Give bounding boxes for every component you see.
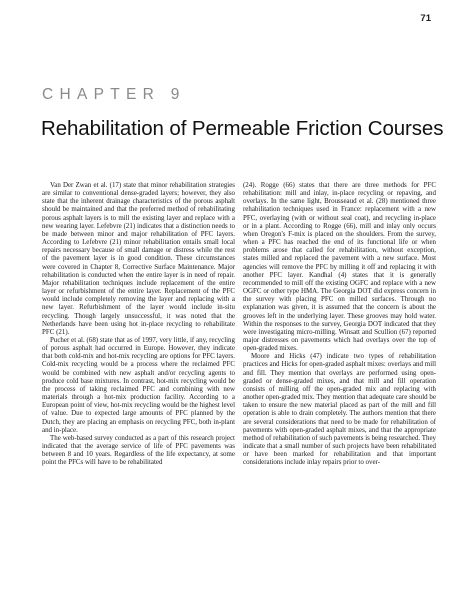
paragraph: (24). Rogge (66) states that there are three methods for PFC rehabilitation: mill and inlay, in-place recycling or repaving, and overlays. In the same light, Brousseaud et al. (28) mentioned three rehabilitation techniques used in France: replacement with a new PFC, overlaying (with or without seal coat), and recycling in-place or in a plant. According to Rogge (66), mill and inlay only occurs when Oregon's F-mix is placed on the shoulders. From the survey, when a PFC has reached the end of its functional life or when problems arose that called for rehabilitation, without exception, states milled and replaced the pavement with a new surface. Most agencies will remove the PFC by milling it off and replacing it with another PFC layer. Kandhal (4) states that it is generally recommended to mill off the existing OGFC and replace with a new OGFC or other type HMA. The Georgia DOT did express concern in the survey with placing PFC on milled surfaces. Through no explanation was given, it is assumed that the concern is about the grooves left in the underlying layer. These grooves may hold water. Within the responses to the survey, Georgia DOT indicated that they were investigating micro-milling. Winsatt and Scullion (67) reported major distresses on pavements which had overlays over the top of open-graded mixes. (243, 181, 436, 353)
left-column (42, 181, 235, 593)
right-column (243, 181, 436, 593)
chapter-label: CHAPTER 9 (42, 86, 186, 103)
chapter-title: Rehabilitation of Permeable Friction Courses (41, 117, 444, 140)
page-number: 71 (420, 13, 431, 24)
paragraph: Pucher et al. (68) state that as of 1997, very little, if any, recycling of porous asphalt had occurred in Europe. However, they indicate that both cold-mix and hot-mix recycling are options for PFC layers. Cold-mix recycling would be a process where the reclaimed PFC would be combined with new asphalt and/or recycling agents to produce cold base mixtures. In contrast, hot-mix recycling would be the process of taking reclaimed PFC and combining with new materials through a hot-mix production facility. According to a European point of view, hot-mix recycling would be the highest level of value. Due to expected large amounts of PFC planned by the Dutch, they are placing an emphasis on recycling PFC, both in-plant and in-place. (42, 335, 235, 434)
paragraph: Moore and Hicks (47) indicate two types of rehabilitation practices and Hicks for open-graded asphalt mixes: overlays and mill and fill. They mention that overlays are performed using open-graded or dense-graded mixes, and that mill and fill operation consists of milling off the open-graded mix and replacing with another open-graded mix. They mention that adequate care should be taken to ensure the new material placed as part of the mill and fill operation is able to drain completely. The authors mention that there are several considerations that need to be made for rehabilitation of pavements with open-graded asphalt mixes, and that the appropriate method of rehabilitation of such pavements is being researched. They indicate that a small number of such projects have been rehabilitated or have been marked for rehabilitation and that important considerations include inlay repairs prior to over- (243, 352, 436, 467)
paragraph: Van Der Zwan et al. (17) state that minor rehabilitation strategies are similar to conventional dense-graded layers; however, they also state that the inherent drainage characteristics of the porous asphalt should be maintained and that the preferred method of rehabilitating porous asphalt layers is to mill the existing layer and replace with a new wearing layer. Lefebvre (21) indicates that a distinction needs to be made between minor and major rehabilitation of PFC layers. According to Lefebvre (21) minor rehabilitation entails small local repairs necessary because of small damage or distress while the rest of the pavement layer is in good condition. These circumstances were covered in Chapter 8, Corrective Surface Maintenance. Major rehabilitation is conducted when the entire layer is in need of repair. Major rehabilitation techniques include replacement of the entire layer or refurbishment of the entire layer. Replacement of the PFC would include completely removing the layer and replacing with a new layer. Refurbishment of the layer would include in-situ recycling. Though largely unsuccessful, it was noted that the Netherlands have been using hot in-place recycling to rehabilitate PFC (21). (42, 181, 235, 336)
paragraph: The web-based survey conducted as a part of this research project indicated that the average service of life of PFC pavements was between 8 and 10 years. Regardless of the life expectancy, at some point the PFCs will have to be rehabilitated (42, 433, 235, 467)
